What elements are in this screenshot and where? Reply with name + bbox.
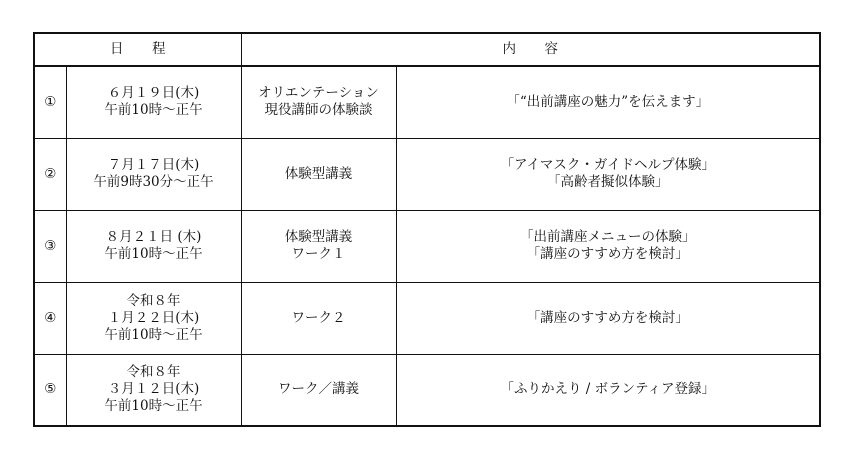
time-line: 午前10時～正午 <box>104 326 203 343</box>
content-line: 「ふりかえり / ボランティア登録」 <box>500 381 716 398</box>
content-cell <box>396 354 820 426</box>
date-line: ８月２１日 (木) <box>105 229 202 245</box>
table-row <box>34 66 820 138</box>
time-line: 午前10時～正午 <box>104 246 203 262</box>
type-line: 現役講師の体験談 <box>264 102 373 119</box>
type-line: 体験型講義 <box>284 165 353 182</box>
table-row <box>34 138 820 210</box>
row-number: ⑤ <box>34 354 66 426</box>
content-line: 「高齢者擬似体験」 <box>547 174 669 190</box>
time-line: 午前9時30分～正午 <box>93 174 214 190</box>
date-cell <box>66 354 241 426</box>
table-row <box>34 282 820 354</box>
date-cell <box>66 210 241 282</box>
type-line: ワーク２ <box>291 309 346 326</box>
type-cell <box>241 354 396 426</box>
type-line: オリエンテーション <box>258 85 379 102</box>
type-line: ワーク／講義 <box>278 381 360 398</box>
date-cell <box>66 282 241 354</box>
type-cell <box>241 66 396 138</box>
date-cell <box>66 138 241 210</box>
type-line: 体験型講義 <box>284 229 353 245</box>
schedule-header: 日 程 <box>34 33 241 66</box>
content-line: 「講座のすすめ方を検討」 <box>526 309 689 326</box>
content-cell <box>396 282 820 354</box>
row-number: ③ <box>34 210 66 282</box>
content-line: 「“出前講座の魅力”を伝えます」 <box>506 93 710 110</box>
date-line: １月２２日(木) <box>107 309 200 326</box>
content-line: 「アイマスク・ガイドヘルプ体験」 <box>500 157 715 173</box>
table-row <box>34 354 820 426</box>
schedule-table <box>33 32 821 427</box>
date-cell <box>66 66 241 138</box>
content-cell <box>396 210 820 282</box>
date-line: ７月１７日(木) <box>107 157 200 173</box>
content-line: 「講座のすすめ方を検討」 <box>526 246 689 262</box>
time-line: 午前10時～正午 <box>104 398 203 415</box>
header-row <box>34 33 820 66</box>
time-line: 午前10時～正午 <box>104 102 203 119</box>
date-line: ３月１２日(木) <box>107 381 200 398</box>
type-cell <box>241 282 396 354</box>
row-number: ② <box>34 138 66 210</box>
content-line: 「出前講座メニューの体験」 <box>520 229 696 245</box>
era-line: 令和８年 <box>126 364 181 381</box>
row-number: ① <box>34 66 66 138</box>
content-header: 内 容 <box>241 33 820 66</box>
content-cell <box>396 138 820 210</box>
date-line: ６月１９日(木) <box>107 85 200 102</box>
table-row <box>34 210 820 282</box>
era-line: 令和８年 <box>126 292 181 309</box>
type-line: ワーク１ <box>291 246 346 262</box>
type-cell <box>241 210 396 282</box>
content-cell <box>396 66 820 138</box>
row-number: ④ <box>34 282 66 354</box>
type-cell <box>241 138 396 210</box>
